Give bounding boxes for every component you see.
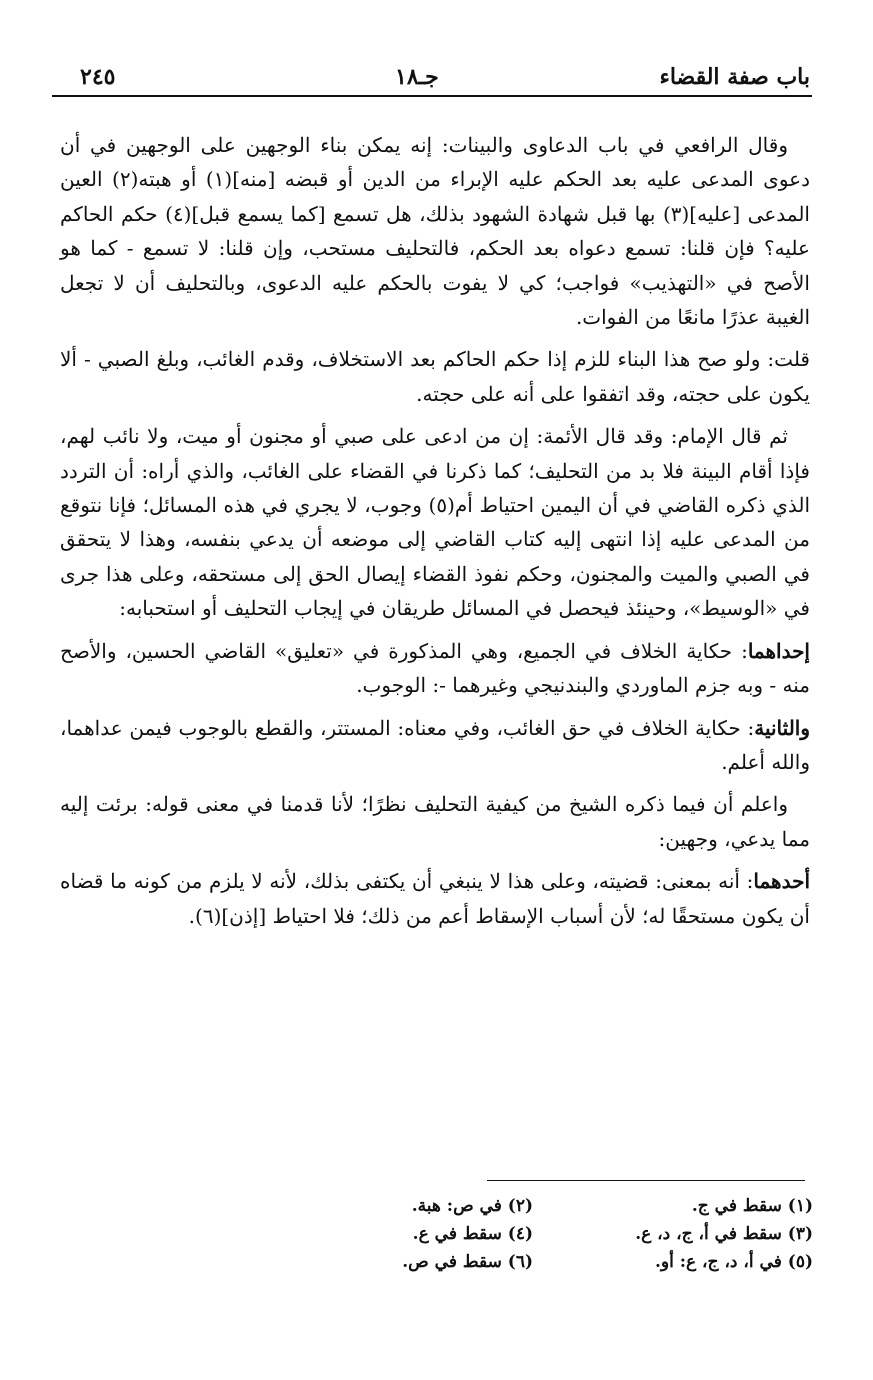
footnote: (٥) في أ، د، ج، ع: أو. [654, 1252, 813, 1272]
paragraph: أحدهما: أنه بمعنى: قضيته، وعلى هذا لا ينبغي أن يكتفى بذلك، لأنه لا يلزم من كونه ما قضاه أن يكون مستحقًا له؛ لأن أسباب الإسقاط أعم من ذلك؛ فلا احتياط [إذن](٦). [60, 869, 810, 928]
main-text [60, 128, 810, 941]
footnote-rule [487, 1180, 805, 1181]
paragraph: والثانية: حكاية الخلاف في حق الغائب، وفي معناه: المستتر، والقطع بالوجوب فيمن عداهما، والله أعلم. [60, 715, 810, 774]
paragraph: ثم قال الإمام: وقد قال الأئمة: إن من ادعى على صبي أو مجنون أو ميت، ولا نائب لهم، فإذا أقام البينة فلا بد من التحليف؛ كما ذكرنا في القضاء على الغائب، والذي أراه: أن التردد الذي ذكره القاضي في أن اليمين احتياط أم(٥) وجوب، لا يجري في هذه المسائل؛ فإنا نتوقع من المدعى عليه إذا انتهى إليه كتاب القاضي إلى موضعه أن يدعي بنفسه، وهذا لا يتحقق في الصبي والميت والمجنون، وحكم نفوذ القضاء إيصال الحق إلى مستحقه، وعلى هذا جرى في «الوسيط»، وحينئذ فيحصل في المسائل طريقان في إيجاب التحليف أو استحبابه: [60, 424, 810, 621]
footnotes [293, 1192, 813, 1276]
header-rule [52, 95, 812, 97]
footnote: (٢) في ص: هبة. [411, 1196, 533, 1216]
paragraph: واعلم أن فيما ذكره الشيخ من كيفية التحليف نظرًا؛ لأنا قدمنا في معنى قوله: برئت إليه مما يدعي، وجهين: [60, 792, 810, 851]
paragraph: قلت: ولو صح هذا البناء للزم إذا حكم الحاكم بعد الاستخلاف، وقدم الغائب، وبلغ الصبي - ألا يكون على حجته، وقد اتفقوا على أنه على حجته. [60, 347, 810, 406]
page-number: ٢٤٥ [80, 64, 116, 90]
footnote: (٣) سقط في أ، ج، د، ع. [635, 1224, 813, 1244]
volume-label: جـ١٨ [395, 64, 439, 90]
footnote: (٦) سقط في ص. [402, 1252, 533, 1272]
paragraph: وقال الرافعي في باب الدعاوى والبينات: إنه يمكن بناء الوجهين على الوجهين في أن دعوى المدعى عليه بعد الحكم عليه الإبراء من الدين أو قبضه [منه](١) أو هبته(٢) العين المدعى [عليه](٣) بها قبل شهادة الشهود بذلك، هل تسمع [كما يسمع قبل](٤) حكم الحاكم عليه؟ فإن قلنا: تسمع دعواه بعد الحكم، فالتحليف مستحب، وإن قلنا: لا تسمع - كما هو الأصح في «التهذيب» فواجب؛ كي لا يفوت بالحكم عليه الدعوى، وبالتحليف أن لا تجعل الغيبة عذرًا مانعًا من الفوات. [60, 133, 811, 330]
lead-term: والثانية [754, 715, 810, 740]
footnote: (١) سقط في ج. [691, 1196, 813, 1216]
lead-term: أحدهما [753, 869, 810, 894]
lead-term: إحداهما [747, 638, 810, 663]
footnote: (٤) سقط في ع. [412, 1224, 533, 1244]
paragraph: إحداهما: حكاية الخلاف في الجميع، وهي المذكورة في «تعليق» القاضي الحسين، والأصح منه - وبه جزم الماوردي والبندنيجي وغيرهما -: الوجوب. [60, 638, 810, 698]
chapter-title: باب صفة القضاء [659, 64, 810, 90]
running-header [50, 50, 810, 90]
